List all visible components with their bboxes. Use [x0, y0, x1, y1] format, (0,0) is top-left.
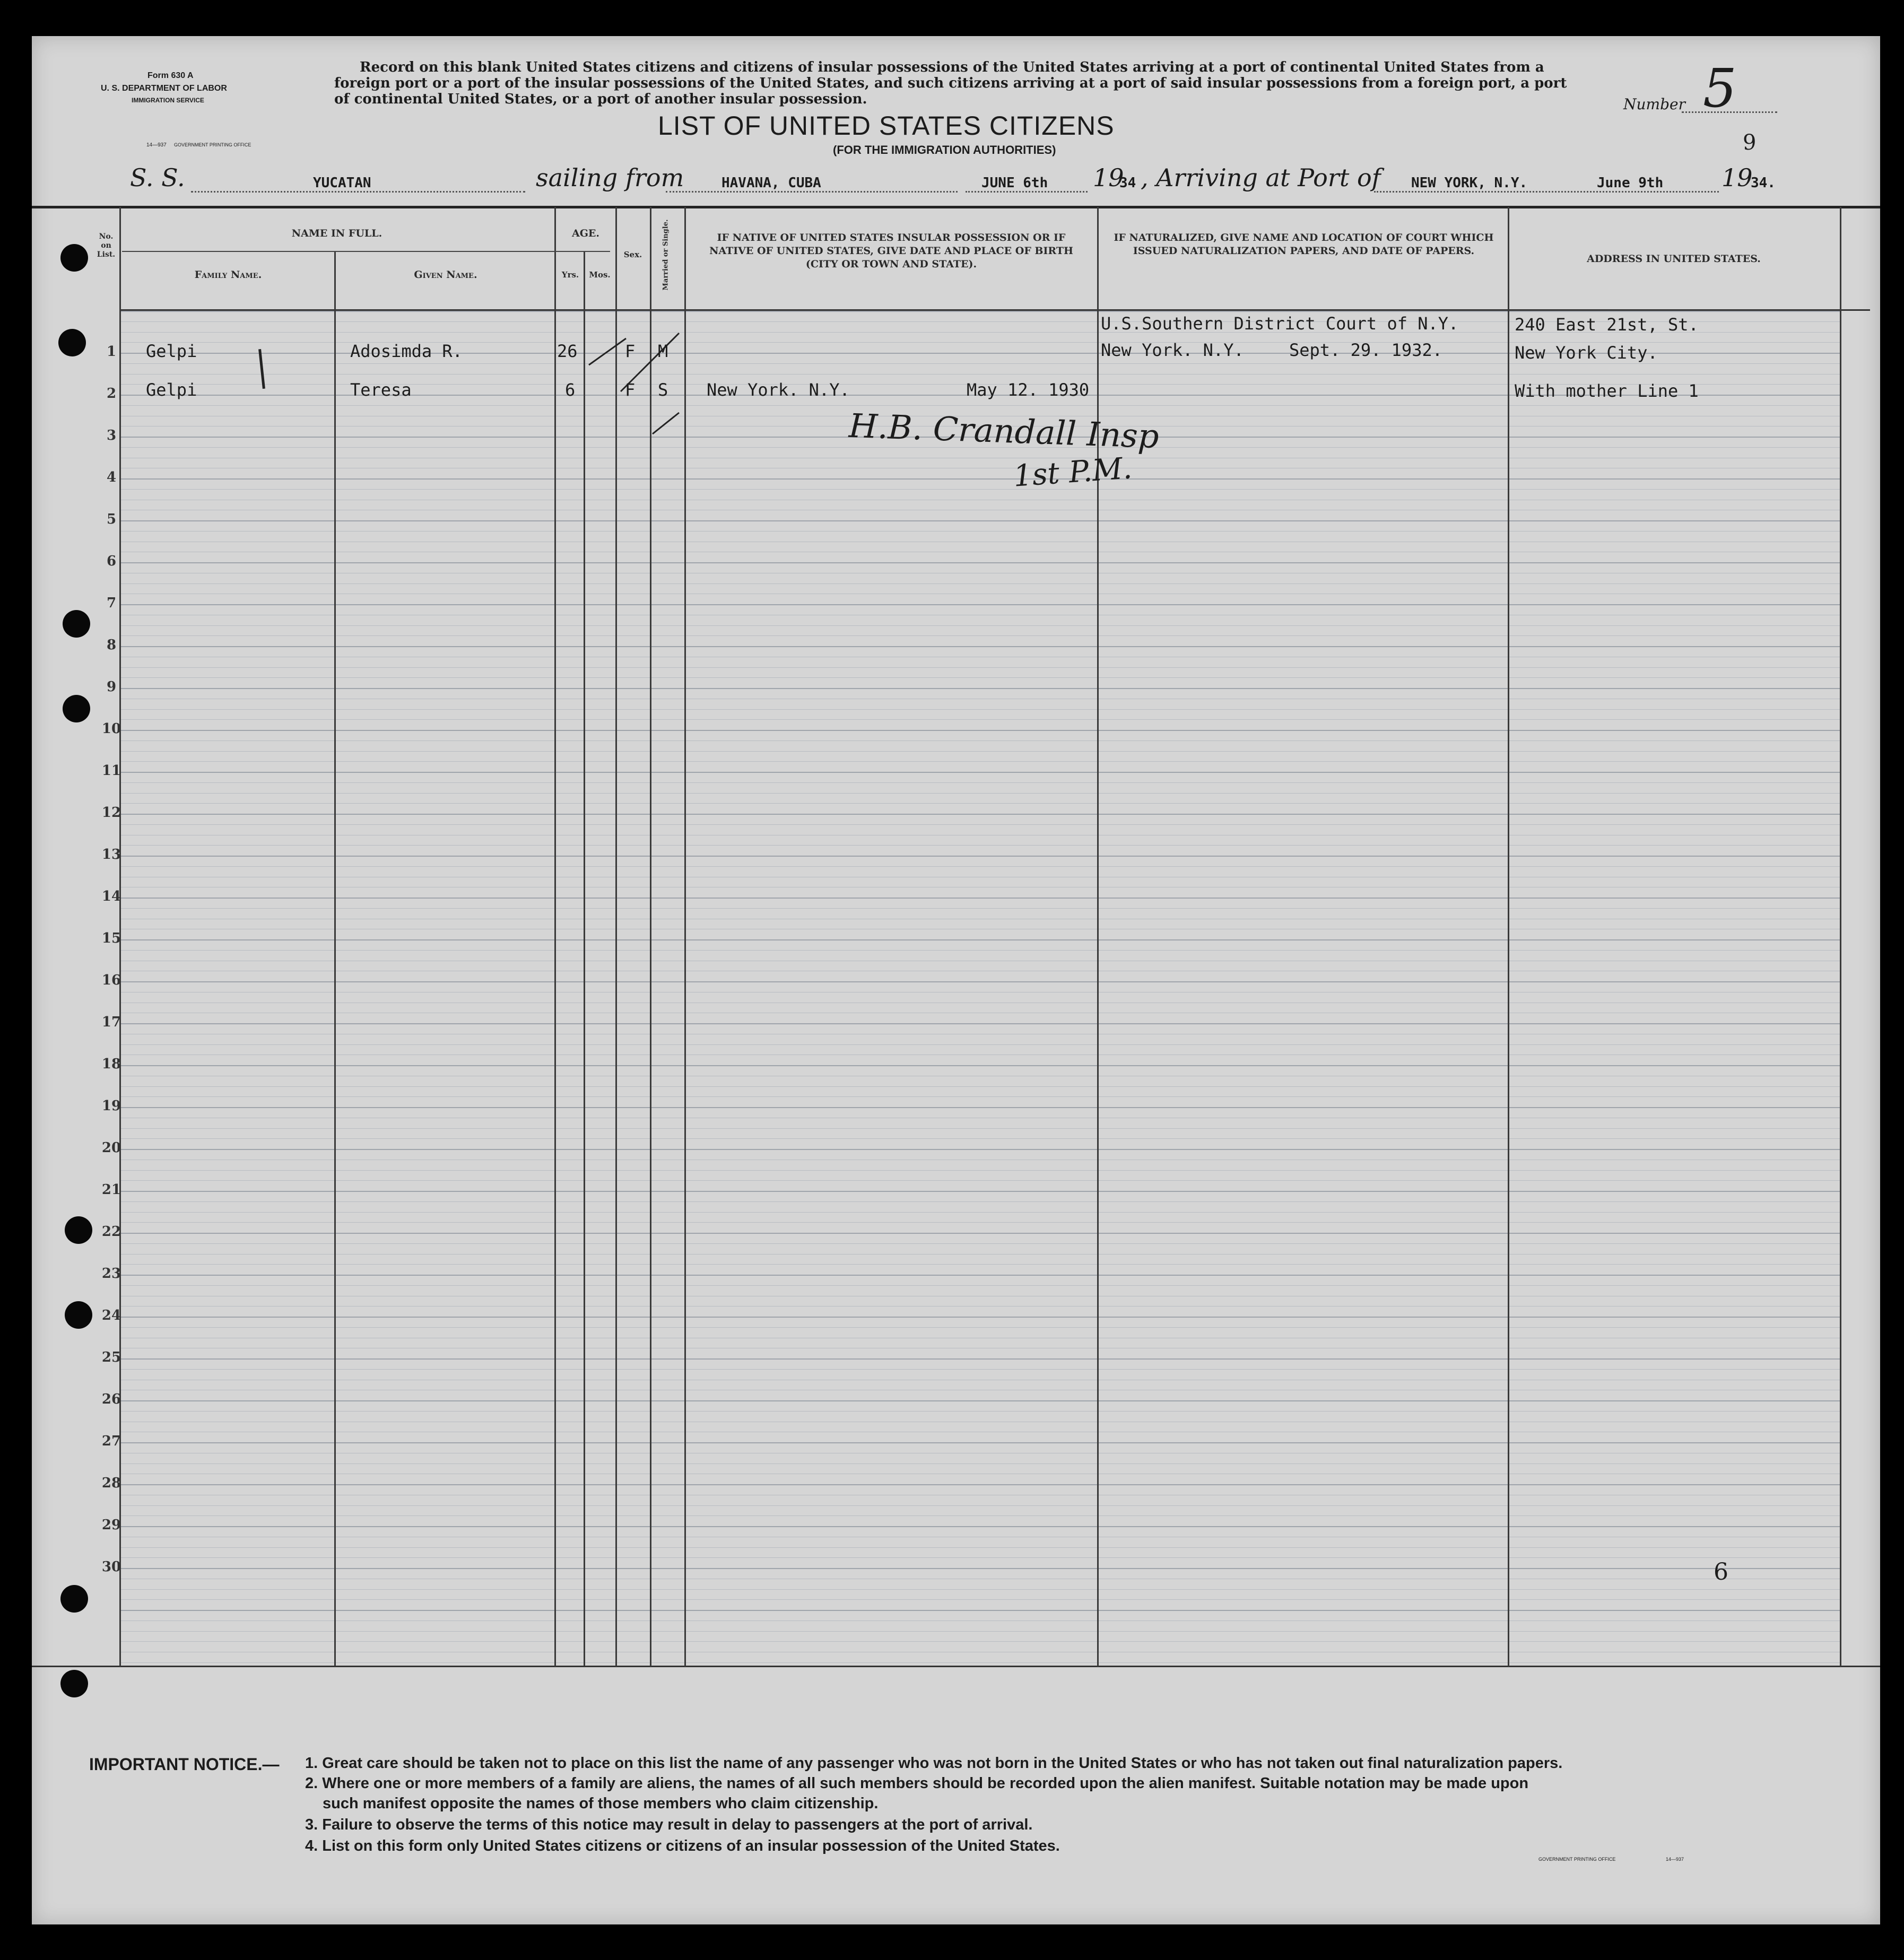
header-name-in-full: NAME IN FULL.: [291, 228, 382, 239]
row-rule: [119, 1138, 1840, 1139]
row-number: 5: [106, 511, 117, 527]
sailing-label: sailing from: [536, 163, 684, 192]
punch-hole: [60, 244, 88, 272]
row-line: [119, 688, 1840, 689]
row-rule: [119, 719, 1840, 720]
row2-address: With mother Line 1: [1515, 381, 1699, 401]
punch-hole: [65, 1301, 92, 1329]
row-rule: [119, 751, 1840, 752]
row-rule: [119, 1254, 1840, 1255]
row-rule: [119, 1662, 1840, 1663]
arrival-year: 34.: [1751, 175, 1776, 191]
row-line: [119, 939, 1840, 940]
department: U. S. DEPARTMENT OF LABOR: [101, 84, 227, 93]
row2-given: Teresa: [350, 380, 412, 400]
row-rule: [119, 1631, 1840, 1632]
row-rule: [119, 1096, 1840, 1097]
punch-hole: [58, 329, 86, 356]
row-number: 3: [106, 428, 117, 443]
page-subtitle: (FOR THE IMMIGRATION AUTHORITIES): [833, 143, 1056, 156]
row-rule: [119, 667, 1840, 668]
row-rule: [119, 1212, 1840, 1213]
header-family-name: Family Name.: [194, 269, 262, 281]
punch-hole: [60, 1585, 88, 1613]
row2-marital: S: [658, 380, 668, 400]
row-rule: [119, 1327, 1840, 1328]
row-rule: [119, 824, 1840, 825]
row-rule: [119, 1285, 1840, 1286]
arrival-line: [1374, 191, 1719, 193]
row-line: [119, 604, 1840, 605]
row-rule: [119, 950, 1840, 951]
row-line: [119, 1400, 1840, 1401]
row-number: 12: [101, 805, 121, 821]
number-value: 5: [1703, 57, 1737, 119]
row-number: 11: [101, 763, 121, 779]
row-line: [119, 1610, 1840, 1611]
row-rule: [119, 1243, 1840, 1244]
row-number: 23: [101, 1266, 121, 1282]
sail-year: 34: [1119, 175, 1136, 191]
tick-mark: [258, 349, 265, 389]
row-line: [119, 1149, 1840, 1150]
row-line: [119, 1023, 1840, 1024]
row-rule: [119, 845, 1840, 846]
row-number: 29: [101, 1517, 121, 1533]
inspector-time: 1st P.M.: [1012, 451, 1133, 494]
row-line: [119, 1526, 1840, 1527]
row-rule: [119, 803, 1840, 804]
row-rule: [119, 1222, 1840, 1223]
header-mos: Mos.: [589, 270, 611, 280]
row-number: 10: [101, 721, 121, 737]
row-rule: [119, 363, 1840, 364]
row-number: 28: [101, 1475, 121, 1491]
row-rule: [119, 583, 1840, 584]
table-bottom-border: [32, 1666, 1880, 1667]
row1-given: Adosimda R.: [350, 341, 463, 361]
row-line: [119, 478, 1840, 480]
header-age: AGE.: [571, 228, 600, 239]
row-number: 17: [101, 1014, 121, 1030]
row-line: [119, 730, 1840, 731]
row-rule: [119, 782, 1840, 783]
row-line: [119, 856, 1840, 857]
printing-office-top: GOVERNMENT PRINTING OFFICE: [174, 142, 251, 147]
row-number: 7: [106, 595, 117, 611]
row-line: [119, 520, 1840, 521]
row-number: 26: [101, 1391, 121, 1407]
row-line: [119, 646, 1840, 647]
row1-yrs: 26: [557, 341, 578, 361]
row-line: [119, 1317, 1840, 1318]
header-yrs: Yrs.: [561, 270, 579, 280]
col-line: [554, 207, 556, 1667]
header-naturalized: IF NATURALIZED, GIVE NAME AND LOCATION OF COURT WHICH ISSUED NATURALIZATION PAPERS, AND DATE OF PAPERS.: [1114, 232, 1494, 257]
row-line: [119, 1568, 1840, 1569]
row2-yrs: 6: [565, 380, 576, 400]
row-rule: [119, 1505, 1840, 1506]
footer-printing-office: GOVERNMENT PRINTING OFFICE: [1538, 1857, 1616, 1862]
row-line: [119, 772, 1840, 773]
row-number: 2: [106, 386, 117, 402]
row-rule: [119, 1589, 1840, 1590]
intro-text: Record on this blank United States citizens and citizens of insular possessions of the United States arriving at a port of continental United States from a foreign port or a port of the insular possessions of the United States, and such citizens arriving at a port of said insular possessions from a foreign port, a port of continental United States, or a port of another insular possession.: [334, 59, 1567, 107]
row-number: 15: [101, 930, 121, 946]
row-rule: [119, 1264, 1840, 1265]
row-rule: [119, 1128, 1840, 1129]
row-rule: [119, 677, 1840, 678]
header-sex: Sex.: [623, 250, 642, 259]
col-line: [1840, 207, 1841, 1667]
row-rule: [119, 625, 1840, 626]
service: IMMIGRATION SERVICE: [132, 97, 204, 104]
arriving-label: , Arriving at Port of: [1141, 163, 1381, 192]
header-address: ADDRESS IN UNITED STATES.: [1587, 253, 1761, 265]
row2-birth-date: May 12. 1930: [967, 380, 1090, 400]
row-number: 27: [101, 1433, 121, 1449]
row-rule: [119, 1599, 1840, 1600]
row-rule: [119, 1201, 1840, 1202]
row-number: 16: [101, 972, 121, 988]
manifest-sheet: [32, 36, 1880, 1924]
row-line: [119, 981, 1840, 982]
number-label: Number: [1623, 95, 1685, 113]
row-line: [119, 1358, 1840, 1360]
bottom-mark: 6: [1714, 1558, 1728, 1586]
row1-sex: F: [625, 341, 636, 361]
notice-item-1: 1. Great care should be taken not to place on this list the name of any passenger who was not born in the United States or who has not taken out final naturalization papers.: [305, 1755, 1563, 1772]
col-line: [584, 251, 585, 1666]
row-number: 30: [101, 1559, 121, 1575]
punch-hole: [60, 1670, 88, 1697]
row-number: 18: [101, 1056, 121, 1072]
row-line: [119, 1065, 1840, 1066]
row-rule: [119, 709, 1840, 710]
row-number: 1: [106, 344, 117, 360]
row-line: [119, 1484, 1840, 1485]
row-rule: [119, 761, 1840, 762]
row-line: [119, 1107, 1840, 1108]
row-number: 14: [101, 888, 121, 904]
arrival-port: NEW YORK, N.Y.: [1411, 175, 1528, 191]
notice-item-3: 3. Failure to observe the terms of this notice may result in delay to passengers at the port of arrival.: [305, 1816, 1033, 1833]
row-rule: [119, 489, 1840, 490]
header-no-on-list: No. on List.: [97, 232, 116, 259]
row1-family: Gelpi: [146, 341, 197, 361]
row-number: 24: [101, 1308, 121, 1323]
name-divider: [122, 251, 610, 252]
row-rule: [119, 405, 1840, 406]
row-line: [119, 898, 1840, 899]
row1-marital: M: [658, 341, 668, 361]
punch-hole: [65, 1216, 92, 1244]
row-line: [119, 814, 1840, 815]
row1-court: U.S.Southern District Court of N.Y.: [1101, 313, 1459, 334]
arrival-date: June 9th: [1597, 175, 1664, 191]
row-line: [119, 311, 1840, 312]
row1-court-location: New York. N.Y.: [1101, 340, 1244, 360]
row-line: [119, 1233, 1840, 1234]
header-given-name: Given Name.: [414, 269, 477, 281]
row-rule: [119, 531, 1840, 532]
sail-date-line: [966, 191, 1088, 193]
page-title: LIST OF UNITED STATES CITIZENS: [658, 111, 1115, 141]
ss-label: S. S.: [130, 163, 185, 192]
row2-family: Gelpi: [146, 380, 197, 400]
ship-name: YUCATAN: [313, 175, 371, 191]
punch-hole: [63, 695, 90, 722]
form-number: Form 630 A: [147, 71, 194, 80]
notice-item-2b: such manifest opposite the names of those members who claim citizenship.: [323, 1795, 879, 1812]
row-line: [119, 562, 1840, 563]
row2-sex: F: [625, 380, 636, 400]
form-code: 14—937: [146, 142, 167, 148]
from-line: [666, 191, 958, 193]
row1-address: 240 East 21st, St.: [1515, 315, 1699, 335]
header-married: Married or Single.: [662, 219, 670, 291]
notice-heading: IMPORTANT NOTICE.—: [89, 1755, 280, 1774]
row-rule: [119, 1641, 1840, 1642]
row-rule: [119, 1547, 1840, 1548]
row-rule: [119, 1557, 1840, 1558]
footer-code: 14—937: [1666, 1857, 1684, 1862]
col-line: [334, 251, 336, 1666]
year-prefix-1: 19: [1093, 163, 1124, 192]
row-number: 8: [106, 637, 117, 653]
row-rule: [119, 908, 1840, 909]
sail-date: JUNE 6th: [981, 175, 1048, 191]
notice-item-4: 4. List on this form only United States citizens or citizens of an insular possession of the United States.: [305, 1837, 1060, 1854]
table-top-border: [32, 206, 1880, 208]
row-number: 21: [101, 1182, 121, 1198]
punch-hole: [63, 610, 90, 638]
year-prefix-2: 19: [1722, 163, 1753, 192]
from-port: HAVANA, CUBA: [721, 175, 821, 191]
row-number: 20: [101, 1140, 121, 1156]
row-number: 13: [101, 847, 121, 863]
age-slashes: [584, 291, 690, 450]
row-rule: [119, 866, 1840, 867]
row1-address-city: New York City.: [1515, 343, 1658, 363]
notice-item-2: 2. Where one or more members of a family are aliens, the names of all such members should be recorded upon the alien manifest. Suitable notation may be made upon: [305, 1775, 1529, 1792]
row-rule: [119, 793, 1840, 794]
row-line: [119, 1442, 1840, 1443]
row-rule: [119, 1086, 1840, 1087]
col-line: [1508, 207, 1509, 1667]
row-number: 6: [106, 553, 117, 569]
header-native: IF NATIVE OF UNITED STATES INSULAR POSSESSION OR IF NATIVE OF UNITED STATES, GIVE DATE AND PLACE OF BIRTH (CITY OR TOWN AND STATE).: [709, 232, 1073, 270]
row-rule: [119, 1515, 1840, 1516]
row-line: [119, 1275, 1840, 1276]
row-rule: [119, 1180, 1840, 1181]
row-rule: [119, 635, 1840, 636]
row-number: 4: [106, 469, 117, 485]
row-number: 22: [101, 1224, 121, 1240]
inspector-signature: H.B. Crandall Insp: [848, 406, 1160, 456]
sheet-mark: 9: [1743, 130, 1757, 155]
row1-court-date: Sept. 29. 1932.: [1289, 340, 1442, 360]
row-number: 9: [106, 679, 117, 695]
row2-birth-place: New York. N.Y.: [707, 380, 850, 400]
ship-line: [191, 191, 525, 193]
row-rule: [119, 1044, 1840, 1045]
row-number: 19: [101, 1098, 121, 1114]
row-rule: [119, 1411, 1840, 1412]
row-rule: [119, 1170, 1840, 1171]
row-number: 25: [101, 1349, 121, 1365]
row-line: [119, 1191, 1840, 1192]
row-rule: [119, 1369, 1840, 1370]
